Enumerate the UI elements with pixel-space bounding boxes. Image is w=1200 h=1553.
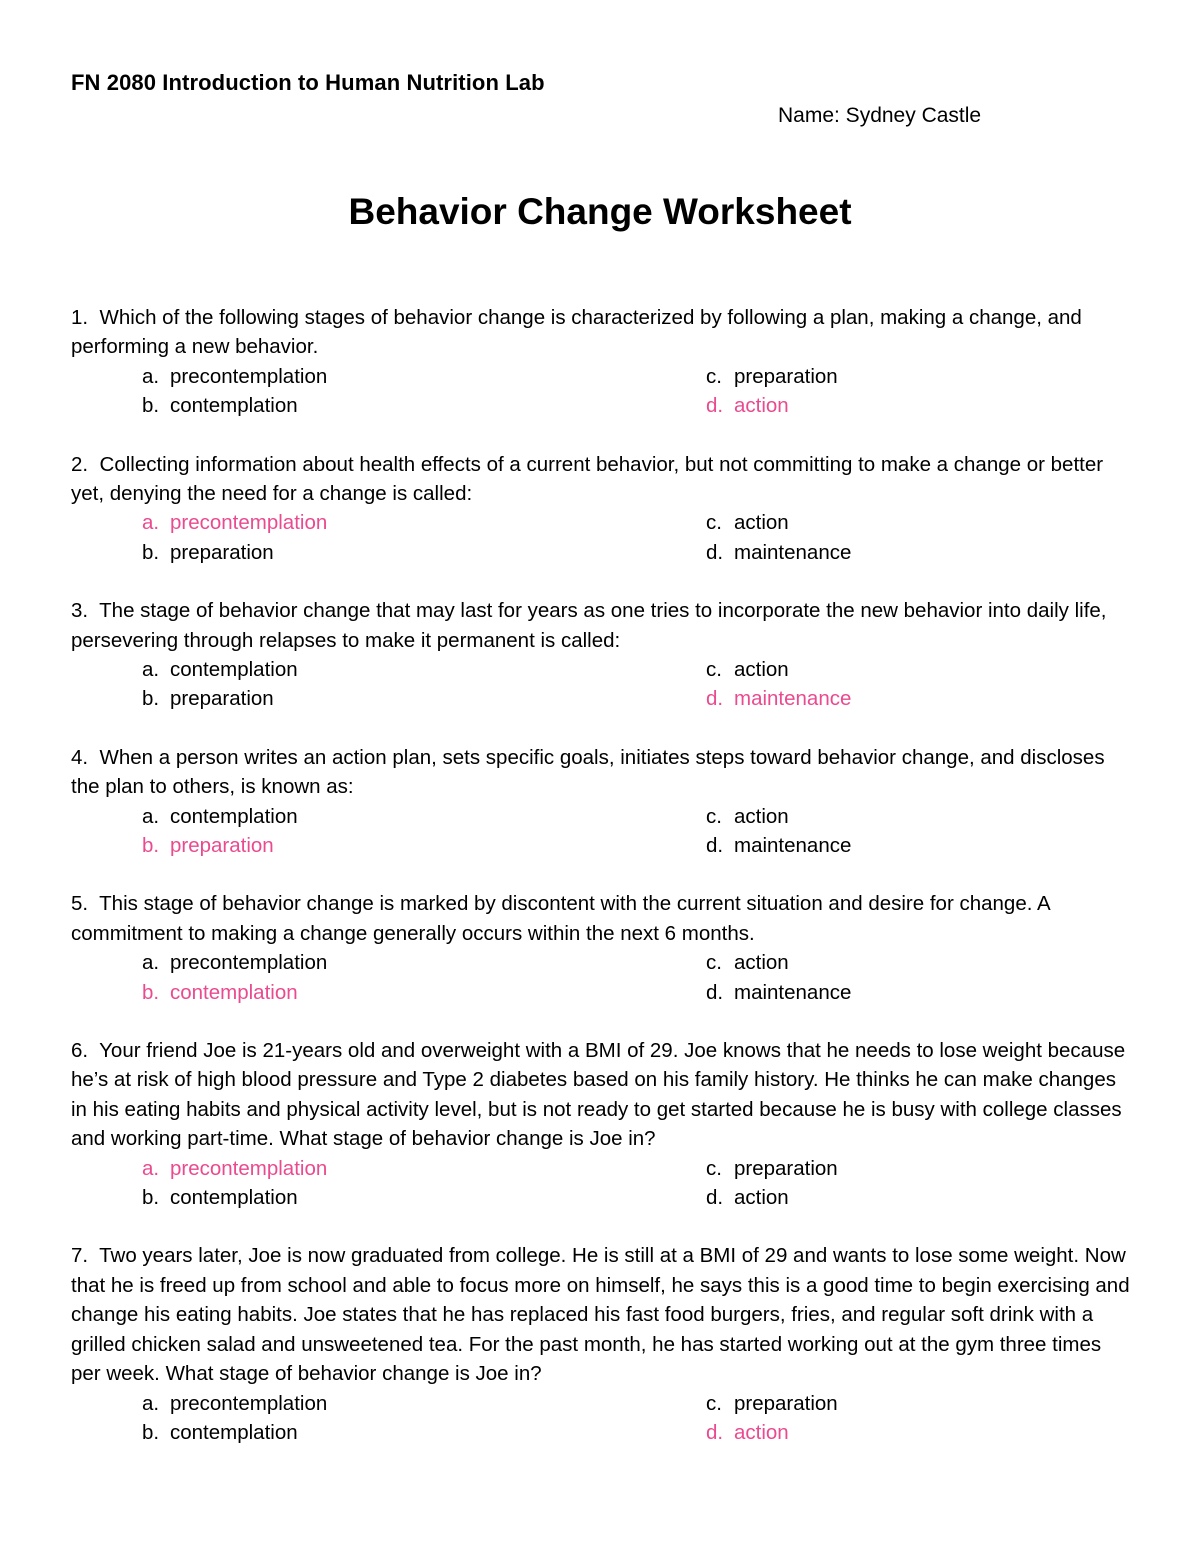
option-letter: a. [142, 658, 160, 682]
answer-options [71, 948, 1136, 1007]
option-letter: b. [142, 394, 160, 418]
question-body: When a person writes an action plan, sets specific goals, initiates steps toward behavior change, and discloses the plan to others, is known as: [71, 745, 1105, 799]
answer-option-d-selected [706, 684, 851, 713]
option-label: preparation [170, 834, 274, 858]
question-7 [71, 1241, 1136, 1447]
option-letter: d. [706, 1186, 724, 1210]
question-body: Which of the following stages of behavior change is characterized by following a plan, making a change, and performing a new behavior. [71, 306, 1082, 359]
answer-option-c [706, 362, 838, 391]
option-label: action [734, 511, 789, 535]
option-label: maintenance [734, 834, 852, 858]
option-label: maintenance [734, 687, 852, 711]
question-text [71, 1036, 1136, 1154]
option-letter: d. [706, 687, 724, 711]
answer-options [71, 1389, 1136, 1448]
question-number: 3. [71, 599, 89, 623]
option-letter: b. [142, 687, 160, 711]
answer-option-a [142, 948, 327, 977]
option-letter: b. [142, 540, 160, 564]
option-letter: b. [142, 1186, 160, 1210]
question-body: Two years later, Joe is now graduated from college. He is still at a BMI of 29 and wants to lose some weight. Now that he is freed up from school and able to focus more on himself, he says this is a good time to begin exercising and change his eating habits. Joe states that he has replaced his fast food burgers, fries, and regular soft drink with a grilled chicken salad and unsweetened tea. For the past month, he has started working out at the gym three times per week. What stage of behavior change is Joe in? [71, 1244, 1130, 1386]
option-letter: d. [706, 834, 724, 858]
option-label: maintenance [734, 540, 852, 564]
option-label: precontemplation [170, 364, 328, 388]
option-letter: c. [706, 804, 722, 828]
option-label: precontemplation [170, 511, 328, 535]
question-number: 2. [71, 452, 89, 476]
answer-option-b-selected [142, 978, 298, 1007]
question-number: 5. [71, 892, 89, 916]
question-text [71, 889, 1136, 948]
answer-option-d-selected [706, 1418, 789, 1447]
option-letter: d. [706, 980, 724, 1004]
course-title: FN 2080 Introduction to Human Nutrition Lab [71, 70, 545, 95]
answer-option-c [706, 655, 789, 684]
answer-option-b [142, 1418, 298, 1447]
question-body: This stage of behavior change is marked by discontent with the current situation and desire for change. A commitment to making a change generally occurs within the next 6 months. [71, 892, 1050, 945]
answer-option-a [142, 802, 298, 831]
option-label: preparation [170, 687, 274, 711]
question-4 [71, 743, 1136, 861]
option-label: action [734, 951, 789, 975]
option-letter: b. [142, 1420, 160, 1444]
question-number: 4. [71, 745, 89, 769]
answer-option-b [142, 684, 274, 713]
question-body: Collecting information about health effects of a current behavior, but not committing to make a change or better yet, denying the need for a change is called: [71, 452, 1104, 506]
question-text [71, 743, 1136, 802]
option-label: contemplation [170, 1420, 298, 1444]
question-text [71, 303, 1136, 362]
question-number: 1. [71, 306, 89, 329]
option-label: preparation [734, 364, 838, 388]
answer-option-a [142, 1389, 327, 1418]
option-letter: c. [706, 1156, 722, 1180]
answer-options [71, 655, 1136, 714]
question-body: The stage of behavior change that may last for years as one tries to incorporate the new behavior into daily life, persevering through relapses to make it permanent is called: [71, 599, 1107, 652]
answer-option-b [142, 1183, 298, 1212]
option-label: action [734, 1186, 789, 1210]
option-letter: c. [706, 511, 722, 535]
question-number: 6. [71, 1039, 89, 1063]
answer-option-b [142, 538, 274, 567]
option-label: contemplation [170, 804, 298, 828]
option-label: action [734, 804, 789, 828]
answer-option-c [706, 1389, 838, 1418]
option-label: action [734, 394, 789, 418]
option-letter: a. [142, 951, 160, 975]
option-letter: a. [142, 1391, 160, 1415]
question-3 [71, 596, 1136, 714]
option-label: action [734, 1420, 789, 1444]
answer-option-c [706, 1154, 838, 1183]
question-1 [71, 303, 1136, 421]
question-5 [71, 889, 1136, 1007]
question-text [71, 1241, 1136, 1388]
option-letter: c. [706, 364, 722, 388]
option-letter: b. [142, 834, 160, 858]
question-2 [71, 450, 1136, 568]
question-text [71, 450, 1136, 509]
answer-options [71, 802, 1136, 861]
option-letter: a. [142, 364, 160, 388]
answer-option-a [142, 655, 298, 684]
question-number: 7. [71, 1244, 89, 1268]
option-letter: c. [706, 1391, 722, 1415]
option-letter: b. [142, 980, 160, 1004]
answer-option-c [706, 802, 789, 831]
option-label: maintenance [734, 980, 852, 1004]
answer-option-c [706, 508, 789, 537]
answer-option-a-selected [142, 1154, 327, 1183]
option-letter: d. [706, 1420, 724, 1444]
option-label: preparation [170, 540, 274, 564]
option-label: precontemplation [170, 1391, 328, 1415]
option-label: precontemplation [170, 951, 328, 975]
answer-option-d [706, 538, 851, 567]
question-6 [71, 1036, 1136, 1212]
answer-options [71, 508, 1136, 567]
option-label: preparation [734, 1156, 838, 1180]
answer-options [71, 1154, 1136, 1213]
option-label: contemplation [170, 658, 298, 682]
student-name: Name: Sydney Castle [778, 104, 982, 127]
answer-option-d-selected [706, 391, 789, 420]
option-label: precontemplation [170, 1156, 328, 1180]
option-letter: c. [706, 658, 722, 682]
answer-option-b-selected [142, 831, 274, 860]
option-label: preparation [734, 1391, 838, 1415]
option-label: contemplation [170, 394, 298, 418]
answer-option-d [706, 1183, 789, 1212]
option-letter: a. [142, 511, 160, 535]
option-letter: a. [142, 804, 160, 828]
option-label: action [734, 658, 789, 682]
option-letter: c. [706, 951, 722, 975]
question-body: Your friend Joe is 21-years old and overweight with a BMI of 29. Joe knows that he needs to lose weight because he’s at risk of high blood pressure and Type 2 diabetes based on his family history. He thinks he can make changes in his eating habits and physical activity level, but is not ready to get started because he is busy with college classes and working part-time. What stage of behavior change is Joe in? [71, 1039, 1126, 1151]
answer-option-b [142, 391, 298, 420]
option-letter: a. [142, 1156, 160, 1180]
answer-option-a [142, 362, 327, 391]
answer-option-d [706, 978, 851, 1007]
option-letter: d. [706, 540, 724, 564]
answer-option-c [706, 948, 789, 977]
answer-option-d [706, 831, 851, 860]
question-list [71, 303, 1136, 1476]
page-title: Behavior Change Worksheet [348, 191, 852, 232]
option-label: contemplation [170, 980, 298, 1004]
question-text [71, 596, 1136, 655]
option-letter: d. [706, 394, 724, 418]
answer-options [71, 362, 1136, 421]
answer-option-a-selected [142, 508, 327, 537]
option-label: contemplation [170, 1186, 298, 1210]
